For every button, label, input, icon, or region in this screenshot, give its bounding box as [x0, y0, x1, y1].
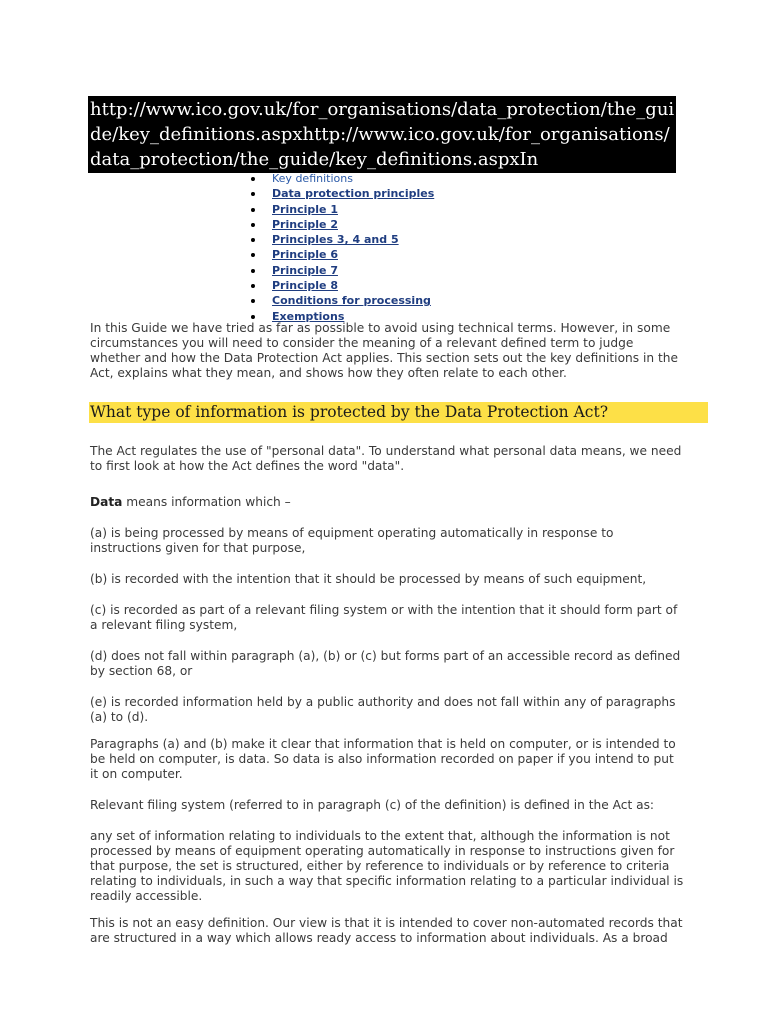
- url-banner: [88, 96, 676, 173]
- nav-item-principle-6[interactable]: [250, 247, 434, 262]
- nav-link-principle-2[interactable]: Principle 2: [272, 217, 338, 231]
- nav-link-data-protection-principles[interactable]: Data protection principles: [272, 187, 435, 201]
- data-term: Data: [90, 495, 123, 509]
- nav-item-data-protection-principles[interactable]: [250, 186, 434, 201]
- filing-system-definition: any set of information relating to individuals to the extent that, although the information is not processed by means of equipment operating automatically in response to instructions given for that purpose, the set is structured, either by reference to individuals or by reference to criteria relating to individuals, in such a way that specific information relating to a particular individual is readily accessible.: [90, 829, 684, 903]
- data-definition-lead: [90, 495, 684, 510]
- nav-link-conditions-for-processing[interactable]: Conditions for processing: [272, 294, 431, 308]
- guide-nav: [250, 171, 434, 324]
- paragraphs-explanation: Paragraphs (a) and (b) make it clear that information that is held on computer, or is intended to be held on computer, is data. So data is also information recorded on paper if you intend to put it on computer.: [90, 737, 676, 781]
- regulates-paragraph: The Act regulates the use of "personal data". To understand what personal data means, we need to first look at how the Act defines the word "data".: [90, 444, 682, 473]
- nav-link-principle-7[interactable]: Principle 7: [272, 263, 338, 277]
- section-heading: [89, 402, 708, 423]
- nav-item-principle-1[interactable]: [250, 202, 434, 217]
- data-definition-rest: means information which –: [122, 495, 291, 509]
- definition-item-d: (d) does not fall within paragraph (a), (b) or (c) but forms part of an accessible record as defined by section 68, or: [90, 649, 681, 678]
- nav-item-conditions-for-processing[interactable]: [250, 293, 434, 308]
- definition-item-b: (b) is recorded with the intention that it should be processed by means of such equipment,: [90, 572, 647, 586]
- intro-paragraph: In this Guide we have tried as far as possible to avoid using technical terms. However, in some circumstances you will need to consider the meaning of a relevant defined term to judge whether and how the Data Protection Act applies. This section sets out the key definitions in the Act, explains what they mean, and shows how they often relate to each other.: [90, 321, 678, 380]
- nav-item-principle-7[interactable]: [250, 263, 434, 278]
- nav-link-exemptions[interactable]: Exemptions: [272, 309, 345, 323]
- relevant-filing-system-paragraph: Relevant filing system (referred to in paragraph (c) of the definition) is defined in the Act as:: [90, 798, 655, 812]
- definition-item-e: (e) is recorded information held by a public authority and does not fall within any of paragraphs (a) to (d).: [90, 695, 676, 724]
- nav-link-principles-3-4-5[interactable]: Principles 3, 4 and 5: [272, 233, 399, 247]
- definition-item-a: (a) is being processed by means of equipment operating automatically in response to instructions given for that purpose,: [90, 526, 614, 555]
- nav-item-principles-3-4-5[interactable]: [250, 232, 434, 247]
- section-heading-text: What type of information is protected by the Data Protection Act?: [90, 403, 609, 421]
- definition-item-c: (c) is recorded as part of a relevant filing system or with the intention that it should form part of a relevant filing system,: [90, 603, 678, 632]
- not-easy-paragraph: This is not an easy definition. Our view is that it is intended to cover non-automated records that are structured in a way which allows ready access to information about individuals. As a broad: [90, 916, 683, 945]
- nav-link-principle-6[interactable]: Principle 6: [272, 248, 338, 262]
- nav-link-principle-1[interactable]: Principle 1: [272, 202, 338, 216]
- nav-item-principle-2[interactable]: [250, 217, 434, 232]
- nav-link-principle-8[interactable]: Principle 8: [272, 279, 338, 293]
- url-text: http://www.ico.gov.uk/for_organisations/data_protection/the_guide/key_definitions.aspxhttp://www.ico.gov.uk/for_organisations/data_protection/the_guide/key_definitions.aspxIn: [90, 99, 675, 170]
- nav-label-key-definitions: Key definitions: [272, 172, 353, 185]
- nav-item-principle-8[interactable]: [250, 278, 434, 293]
- main-content: [90, 321, 684, 946]
- nav-item-key-definitions: [250, 171, 434, 186]
